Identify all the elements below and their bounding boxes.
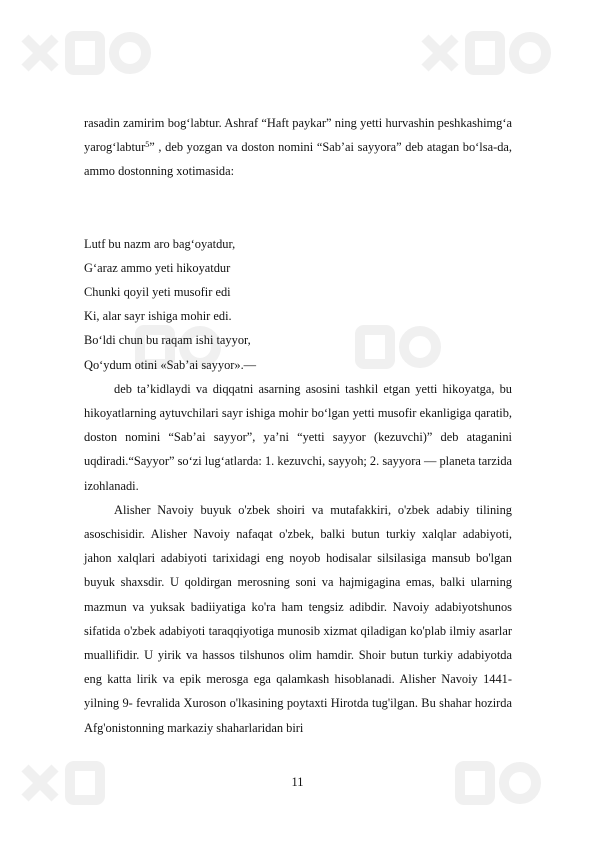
- verse-spacer: [84, 184, 512, 232]
- verse-line: Lutf bu nazm aro bagʻoyatdur,: [84, 236, 236, 251]
- verse-line: Ki, alar sayr ishiga mohir edi.: [84, 309, 232, 324]
- page-content: [84, 111, 512, 740]
- paragraph-commentary: deb ta’kidlaydi va diqqatni asarning asosini tashkil etgan yetti hikoyatga, bu hikoyatlarning aytuvchilari sayr ishiga mohir boʻlgan yetti musofir ekanligiga qaratib, doston nomini “Sab’ai sayyor”, ya’ni “yetti sayyor (kezuvchi)” deb ataganini uqdiradi.“Sayyor” soʻzi lugʻatlarda: 1. kezuvchi, sayyoh; 2. sayyora — planeta tarzida izohlanadi.: [84, 381, 513, 493]
- intro-paragraph: [84, 111, 512, 184]
- verse-block: [84, 232, 512, 377]
- intro-text-part-1: rasadin zamirim bogʻlabtur. Ashraf “Haft paykar” ning yetti hurvashin peshkashimgʻa yarogʻlabtur: [84, 116, 512, 155]
- page-number: 11: [291, 775, 304, 789]
- footnote-reference[interactable]: 5: [145, 140, 150, 150]
- verse-line: Chunki qoyil yeti musofir edi: [84, 285, 231, 300]
- intro-text-part-2: ” , deb yozgan va doston nomini “Sab’ai sayyora” deb atagan boʻlsa-da, ammo dostonning xotimasida:: [84, 140, 512, 179]
- paragraph-navoiy: Alisher Navoiy buyuk o'zbek shoiri va mutafakkiri, o'zbek adabiy tilining asoschisidir. Alisher Navoiy nafaqat o'zbek, balki butun turkiy xalqlar adabiyoti, jahon xalqlari adabiyoti tarixidagi eng noyob hodisalar silsilasiga mansub bo'lgan buyuk shaxsdir. U qoldirgan merosning soni va hajmigagina emas, balki ularning mazmun va yuksak badiiyatiga ko'ra ham tengsiz adibdir. Navoiy adabiyotshunos sifatida o'zbek adabiyoti taraqqiyotiga munosib xizmat qiladigan ko'plab ilmiy asarlar muallifidir. U yirik va hassos tilshunos olim hamdir. Shoir butun turkiy adabiyotda eng katta lirik va epik merosga ega qalamkash hisoblanadi. Alisher Navoiy 1441- yilning 9- fevralida Xuroson o'lkasining poytaxti Hirotda tug'ilgan. Bu shahar hozirda Afg'onistonning markaziy shaharlaridan biri: [84, 502, 512, 735]
- verse-line: Boʻldi chun bu raqam ishi tayyor,: [84, 333, 251, 348]
- verse-line: Gʻaraz ammo yeti hikoyatdur: [84, 260, 231, 275]
- verse-line: Qoʻydum otini «Sab’ai sayyor».—: [84, 357, 257, 372]
